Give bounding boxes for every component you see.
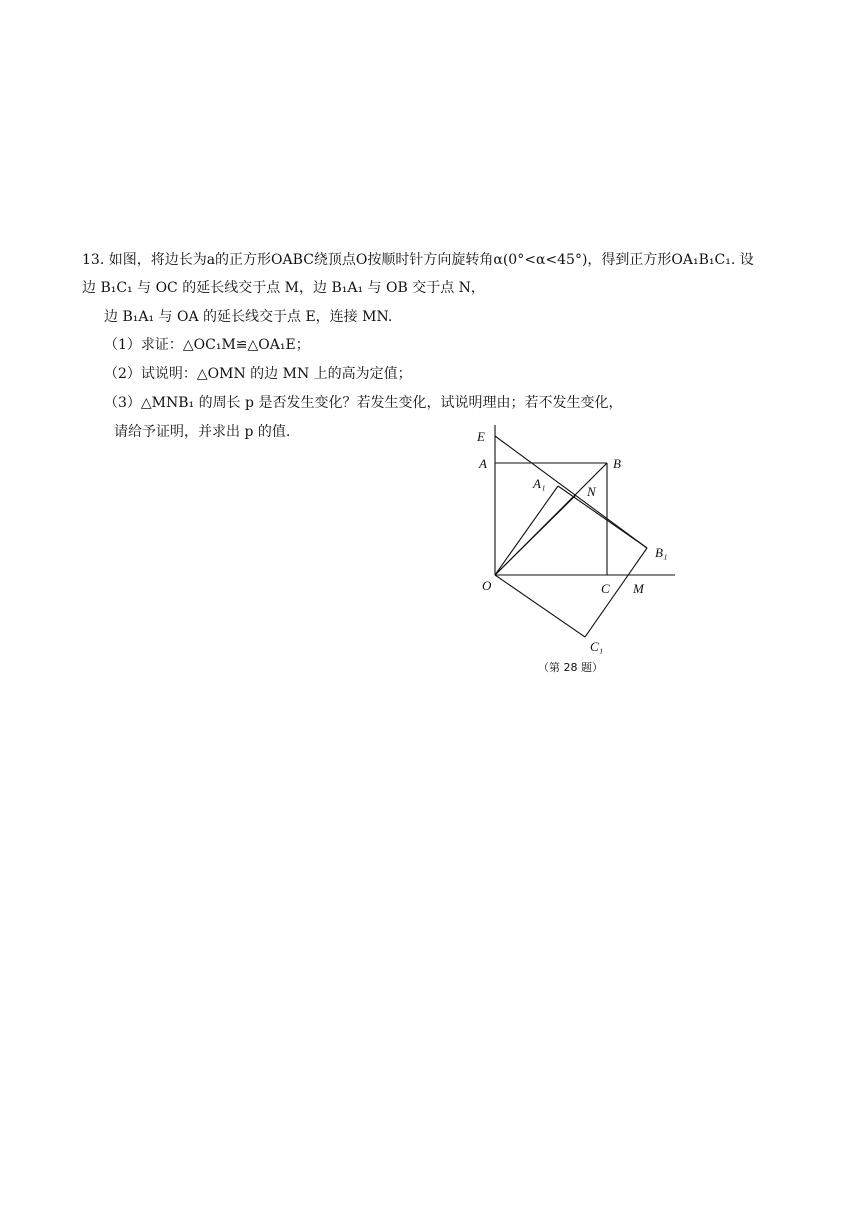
segment-on xyxy=(495,495,576,575)
label-n: N xyxy=(587,484,596,499)
label-c: C xyxy=(601,581,610,596)
problem-line-2: 边 B₁C₁ 与 OC 的延长线交于点 M，边 B₁A₁ 与 OB 交于点 N， xyxy=(82,280,485,296)
label-a: A xyxy=(479,456,487,471)
question-3-part-a: （3）△MNB₁ 的周长 p 是否发生变化？若发生变化，试说明理由；若不发生变化， xyxy=(104,395,623,411)
question-2: （2）试说明：△OMN 的边 MN 上的高为定值； xyxy=(104,366,412,382)
label-c1: C₁ xyxy=(590,639,604,654)
problem-line-3: 边 B₁A₁ 与 OA 的延长线交于点 E，连接 MN. xyxy=(104,309,393,325)
figure-caption: （第 28 题） xyxy=(538,661,603,674)
label-a1: A₁ xyxy=(533,476,546,491)
label-o: O xyxy=(482,578,492,593)
label-e: E xyxy=(477,429,485,444)
label-b1: B₁ xyxy=(655,545,668,560)
label-m: M xyxy=(633,581,644,596)
side-oc1 xyxy=(495,575,585,637)
side-oa1 xyxy=(495,486,558,575)
problem-line-1: 13. 如图，将边长为a的正方形OABC绕顶点O按顺时针方向旋转角α(0°<α<45°)，得到正方形OA₁B₁C₁. 设 xyxy=(82,252,754,268)
label-b: B xyxy=(613,456,621,471)
geometry-figure xyxy=(470,420,690,680)
question-1: （1）求证：△OC₁M≌△OA₁E； xyxy=(104,337,310,353)
line-e-b1 xyxy=(495,436,647,548)
question-3-part-b: 请给予证明，并求出 p 的值. xyxy=(114,424,291,440)
